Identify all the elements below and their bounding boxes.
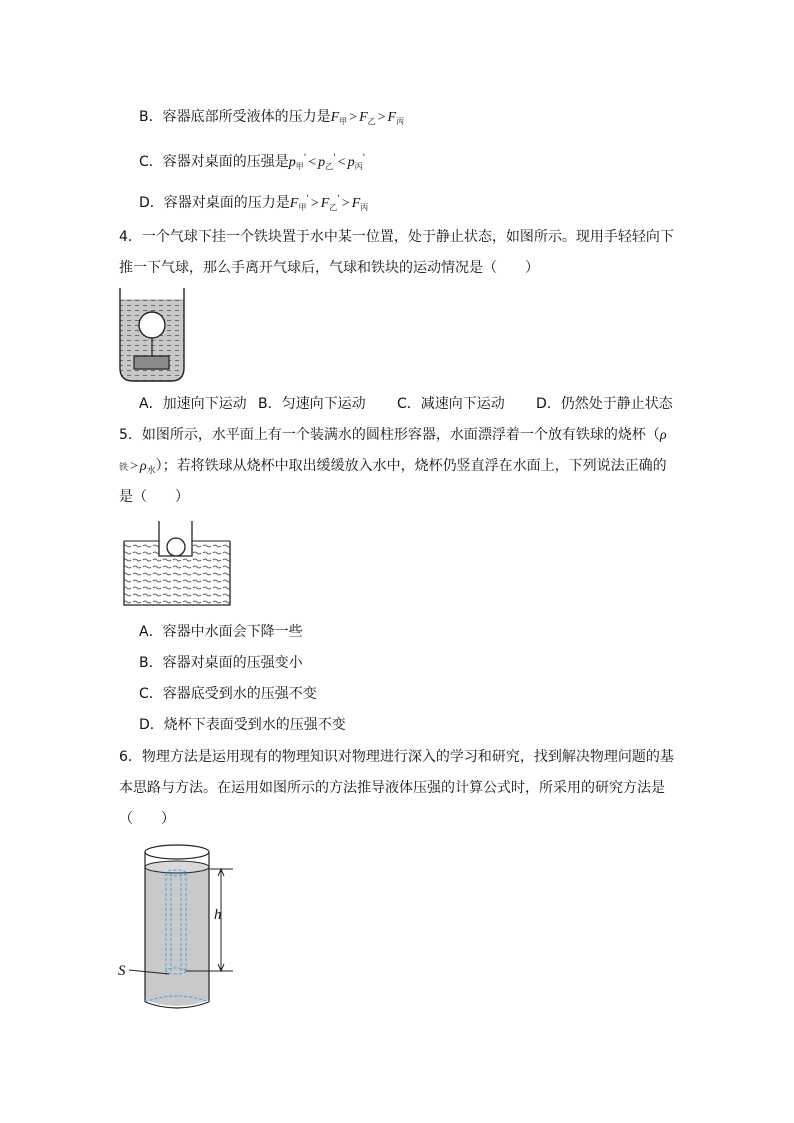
q4-stem-line1: 4．一个气球下挂一个铁块置于水中某一位置，处于静止状态，如图所示。现用手轻轻向下 xyxy=(119,229,674,245)
q5-option-b: B．容器对桌面的压强变小 xyxy=(139,655,303,671)
q3-option-c: C．容器对桌面的压强是$p_甲' < p_乙' < p_丙'$ xyxy=(139,153,366,171)
q3-option-b: B．容器底部所受液体的压力是$F_甲 > F_乙 > F_丙$ xyxy=(139,109,405,126)
q6-height-label: h xyxy=(214,907,222,923)
q4-option-d: D．仍然处于静止状态 xyxy=(536,396,673,412)
q6-stem-line1: 6．物理方法是运用现有的物理知识对物理进行深入的学习和研究，找到解决物理问题的基 xyxy=(119,749,674,765)
q5-option-d: D．烧杯下表面受到水的压强不变 xyxy=(139,717,346,733)
q4-option-b: B．匀速向下运动 xyxy=(258,396,366,412)
q5-stem-line3: 是（ ） xyxy=(119,489,189,505)
q6-stem-line2: 本思路与方法。在运用如图所示的方法推导液体压强的计算公式时，所采用的研究方法是 xyxy=(119,780,665,796)
q5-option-a: A．容器中水面会下降一些 xyxy=(139,624,303,640)
q4-option-a: A．加速向下运动 xyxy=(139,396,247,412)
q5-container-figure xyxy=(122,521,234,609)
q3-option-d: D．容器对桌面的压力是$F_甲' > F_乙' > F_丙$ xyxy=(139,194,369,212)
q4-option-c: C．减速向下运动 xyxy=(397,396,505,412)
q6-area-label: S xyxy=(118,963,126,979)
q6-liquid-column-figure xyxy=(115,840,245,1020)
q4-stem-line2: 推一下气球，那么手离开气球后，气球和铁块的运动情况是（ ） xyxy=(119,260,539,276)
q6-stem-line3: （ ） xyxy=(119,811,175,827)
q5-option-c: C．容器底受到水的压强不变 xyxy=(139,686,317,702)
q5-stem-line1: 5．如图所示，水平面上有一个装满水的圆柱形容器，水面漂浮着一个放有铁球的烧杯（ρ xyxy=(119,427,667,443)
q4-balloon-figure xyxy=(118,288,188,384)
q5-stem-line2: 铁 > $\rho_水$）；若将铁球从烧杯中取出缓缓放入水中，烧杯仍竖直浮在水面上，下列说法正确的 xyxy=(119,458,667,476)
